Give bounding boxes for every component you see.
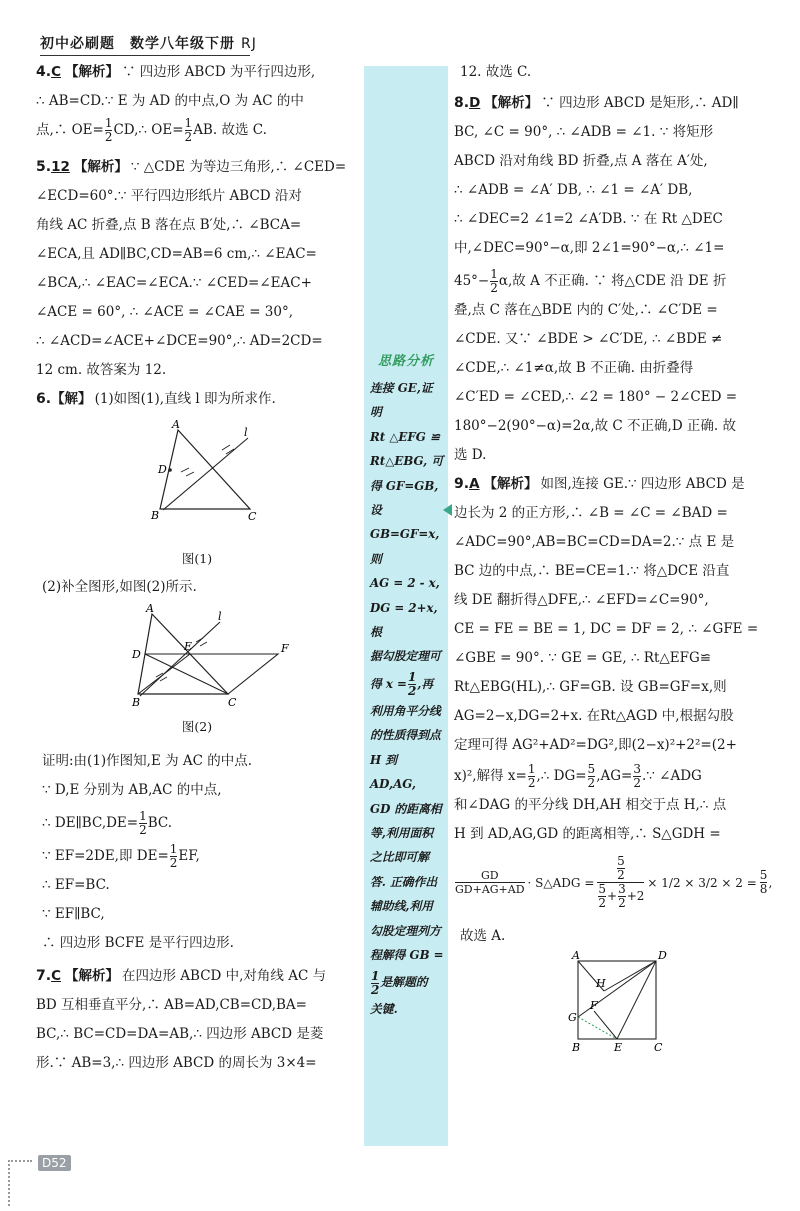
frac-num: 1	[527, 762, 536, 776]
q8-line12: 180°−2(90°−α)=2α,故 C 不正确,D 正确. 故	[454, 418, 737, 434]
sidebar-line: 得 GF=GB,设	[370, 478, 439, 518]
q7-line4: 形.∵ AB=3,∴ 四边形 ABCD 的周长为 3×4=	[36, 1055, 317, 1071]
sidebar-line: 答. 正确作出	[370, 874, 438, 889]
figure-2-svg	[36, 602, 358, 712]
q4-tag: 【解析】	[64, 64, 119, 80]
q8-line5: ∴ ∠DEC=2 ∠1=2 ∠A′DB. ∵ 在 Rt △DEC	[454, 211, 723, 227]
fig1-triangle	[160, 430, 250, 509]
q5-line6: ∠ACE = 60°, ∴ ∠ACE = ∠CAE = 30°,	[36, 304, 294, 320]
frac-den: 2	[371, 982, 380, 997]
fig1-line-l	[163, 438, 248, 510]
page-header	[40, 33, 257, 53]
figure-2-caption: 图(2)	[181, 719, 213, 734]
fig3-label-e: E	[614, 1041, 623, 1054]
frac-den: 2	[527, 776, 536, 790]
sidebar-pointer-icon	[443, 504, 452, 516]
fraction	[618, 883, 626, 910]
q5-line3: 角线 AC 折叠,点 B 落在点 B′处,∴ ∠BCA=	[36, 217, 302, 233]
p4b: EF,	[178, 848, 200, 864]
q4-l3c: AB. 故选 C.	[193, 122, 267, 138]
fig1-label-b: B	[151, 509, 160, 522]
fraction	[371, 970, 379, 997]
q7-line2: BD 互相垂直平分,∴ AB=AD,CB=CD,BA=	[36, 997, 307, 1013]
sidebar-title: 思路分析	[377, 354, 434, 369]
p3a: ∴ DE∥BC,DE=	[42, 815, 139, 831]
q4-text: ∵ 四边形 ABCD 为平行四边形,	[121, 64, 316, 80]
frac-den: 2	[104, 130, 113, 144]
fraction	[490, 268, 498, 295]
frac-num	[597, 855, 644, 882]
fraction	[455, 869, 525, 896]
sidebar-line: H 到 AD,AG,	[370, 752, 416, 792]
q8-line7	[454, 267, 786, 296]
q6-line1	[36, 385, 358, 414]
q8-line6: 中,∠DEC=90°−α,即 2∠1=90°−α,∴ ∠1=	[454, 240, 725, 256]
frac-num: 5	[587, 762, 596, 776]
fig2-label-b: B	[132, 696, 141, 709]
q5-text: ∵ △CDE 为等边三角形,∴ ∠CED=	[130, 159, 347, 175]
left-column	[36, 58, 358, 1078]
plus: +	[607, 889, 618, 903]
frac-den: 2	[587, 776, 596, 790]
q5-line2: ∠ECD=60°.∵ 平行四边形纸片 ABCD 沿对	[36, 188, 302, 204]
q7-answer: C	[51, 968, 61, 984]
fig1-label-d: D	[158, 463, 167, 476]
q4-number: 4.	[36, 64, 52, 80]
q9-line3: ∠ADC=90°,AB=BC=CD=DA=2.∵ 点 E 是	[454, 534, 735, 550]
fig3-label-h: H	[596, 977, 606, 990]
header-title: 初中必刷题 数学八年级下册	[40, 36, 235, 52]
q5-tag: 【解析】	[73, 159, 128, 175]
frac-den: 2	[184, 130, 193, 144]
header-rule	[40, 55, 250, 56]
fig3-label-c: C	[654, 1041, 663, 1054]
fig2-extension	[145, 654, 278, 694]
q9-line7: ∠GBE = 90°. ∵ GE = GE, ∴ Rt△EFG≌	[454, 650, 712, 666]
q9-line8: Rt△EBG(HL),∴ GF=GB. 设 GB=GF=x,则	[454, 679, 727, 695]
q9-line2: 边长为 2 的正方形,∴ ∠B = ∠C = ∠BAD =	[454, 505, 728, 521]
q4-line2: ∴ AB=CD.∵ E 为 AD 的中点,O 为 AC 的中	[36, 93, 304, 109]
q8-line13: 选 D.	[454, 447, 487, 463]
fraction	[633, 763, 641, 790]
fig3-label-a: A	[572, 951, 580, 962]
q5-line4: ∠ECA,且 AD∥BC,CD=AB=6 cm,∴ ∠EAC=	[36, 246, 317, 262]
fig1-label-c: C	[248, 510, 257, 523]
q5-number: 5.	[36, 159, 52, 175]
q4-line3	[36, 116, 358, 145]
figure-1-caption: 图(1)	[181, 551, 213, 566]
q9-l11a: x)²,解得 x=	[454, 768, 527, 784]
q4-line1	[36, 58, 358, 87]
sidebar-text	[370, 376, 444, 1022]
fig3-label-f: F	[590, 999, 598, 1012]
frac-num: 1	[407, 670, 417, 685]
q8-l7a: 45°−	[454, 273, 490, 289]
proof-line5: ∴ EF=BC.	[42, 877, 110, 893]
p3b: BC.	[147, 815, 173, 831]
fig1-arcs	[181, 445, 234, 476]
fig3-label-g: G	[568, 1011, 577, 1024]
sidebar-line-gb	[370, 967, 444, 997]
frac-num: 5	[759, 868, 768, 882]
frac-num: 1	[169, 842, 178, 856]
eq-text: · S△ADG =	[527, 875, 595, 890]
sidebar-line: DG = 2+x, 根	[370, 600, 438, 640]
proof-line1: 证明:由(1)作图知,E 为 AC 的中点.	[42, 753, 253, 769]
q9-number: 9.	[454, 476, 470, 492]
fig1-label-l: l	[244, 426, 248, 439]
sidebar-line: 据勾股定理可	[370, 649, 441, 664]
q9-tag: 【解析】	[483, 476, 538, 492]
figure-3-svg	[454, 951, 786, 1071]
sidebar-line: 程解得 GB =	[370, 947, 444, 962]
q9-line5: 线 DE 翻折得△DFE,∴ ∠EFD=∠C=90°,	[454, 592, 709, 608]
figure-1	[36, 414, 358, 544]
sidebar-line: 辅助线,利用	[370, 899, 434, 914]
header-edition: RJ	[241, 36, 257, 52]
comma: ,	[768, 875, 773, 890]
frac-num: 5	[617, 854, 625, 868]
proof-line7: ∴ 四边形 BCFE 是平行四边形.	[42, 935, 234, 951]
sidebar-line: Rt△EBG, 可	[370, 454, 444, 469]
q5-line8: 12 cm. 故答案为 12.	[36, 362, 167, 378]
sidebar-x-label: 得 x =	[370, 676, 407, 691]
q9-line11	[454, 762, 786, 791]
fraction	[170, 843, 178, 870]
q5-line5: ∠BCA,∴ ∠EAC=∠ECA.∵ ∠CED=∠EAC+	[36, 275, 312, 291]
frac-num: GD	[480, 869, 499, 882]
proof-line6: ∵ EF∥BC,	[42, 906, 105, 922]
q5-line7: ∴ ∠ACD=∠ACE+∠DCE=90°,∴ AD=2CD=	[36, 333, 323, 349]
fig2-label-e: E	[184, 640, 193, 653]
frac-den: 2	[617, 868, 625, 882]
fraction	[588, 763, 596, 790]
sidebar-line: GB=GF=x,则	[370, 527, 440, 566]
fraction	[105, 117, 113, 144]
frac-num: 1	[490, 267, 498, 281]
frac-den: GD+AG+AD	[455, 883, 525, 896]
fraction	[760, 869, 768, 896]
figure-1-svg	[36, 414, 358, 544]
sidebar-line: 勾股定理列方	[370, 923, 441, 938]
q7-line3: BC,∴ BC=CD=DA=AB,∴ 四边形 ABCD 是菱	[36, 1026, 324, 1042]
sidebar-line: 的性质得到点	[370, 728, 441, 743]
q8-line2: BC, ∠C = 90°, ∴ ∠ADB = ∠1. ∵ 将矩形	[454, 124, 714, 140]
fig1-point-d	[168, 468, 172, 472]
figure-3	[454, 951, 786, 1071]
q7-tag: 【解析】	[64, 968, 119, 984]
proof-line4	[36, 842, 358, 871]
fraction	[617, 855, 625, 882]
q8-answer: D	[469, 95, 481, 111]
frac-den: 2	[618, 896, 626, 910]
q5-answer: 12	[51, 159, 70, 175]
q9-line1	[454, 470, 786, 499]
q6-tag: 【解】	[51, 391, 92, 407]
q9-l11c: ,AG=	[596, 768, 633, 784]
q7-line1	[36, 962, 358, 991]
proof-line3	[36, 809, 358, 838]
fig3-ge	[578, 1017, 617, 1039]
q8-line9: ∠CDE. 又∵ ∠BDE > ∠C′DE, ∴ ∠BDE ≠	[454, 331, 723, 347]
frac-den: 2	[598, 896, 607, 910]
q8-line8: 叠,点 C 落在△BDE 内的 C′处,∴ ∠C′DE =	[454, 302, 718, 318]
fraction	[139, 810, 147, 837]
q4-l3b: CD,∴ OE=	[113, 122, 184, 138]
frac-num: 3	[633, 762, 641, 776]
q9-l11b: ,∴ DG=	[536, 768, 587, 784]
fig3-label-d: D	[658, 951, 667, 962]
frac-den	[597, 882, 644, 910]
fraction	[408, 671, 416, 698]
sidebar-line: 等,利用面积	[370, 825, 434, 840]
q8-line10: ∠CDE,∴ ∠1≠α,故 B 不正确. 由折叠得	[454, 360, 694, 376]
q9-line12: 和∠DAG 的平分线 DH,AH 相交于点 H,∴ 点	[454, 797, 727, 813]
frac-den: 2	[407, 684, 417, 699]
q9-answer: A	[469, 476, 480, 492]
proof-line2: ∵ D,E 分别为 AB,AC 的中点,	[42, 782, 222, 798]
corner-dots	[8, 1160, 32, 1206]
sidebar-line: 之比即可解	[370, 850, 429, 865]
figure-2	[36, 602, 358, 712]
q6-text: (1)如图(1),直线 l 即为所求作.	[94, 391, 276, 407]
sidebar-line: 连接 GE,证明	[370, 381, 433, 420]
fig2-be	[138, 654, 190, 694]
frac-den: 8	[759, 882, 768, 896]
frac-num: 1	[371, 968, 380, 983]
fraction	[185, 117, 193, 144]
q9-line6: CE = FE = BE = 1, DC = DF = 2, ∴ ∠GFE =	[454, 621, 759, 637]
q7-number: 7.	[36, 968, 52, 984]
fig1-label-a: A	[172, 418, 180, 431]
sidebar-line: GD 的距离相	[370, 801, 442, 816]
q8-line4: ∴ ∠ADB = ∠A′ DB, ∴ ∠1 = ∠A′ DB,	[454, 182, 693, 198]
frac-den: 2	[490, 281, 498, 295]
q7-text: 在四边形 ABCD 中,对角线 AC 与	[121, 968, 327, 984]
q8-l7b: α,故 A 不正确. ∵ 将△CDE 沿 DE 折	[498, 273, 727, 289]
frac-num: 1	[184, 116, 193, 130]
q8-line1	[454, 89, 786, 118]
fig2-label-d: D	[132, 648, 141, 661]
q7-continuation: 12. 故选 C.	[460, 64, 532, 80]
frac-den: 2	[633, 776, 641, 790]
q9-equation	[454, 855, 786, 910]
q8-text: ∵ 四边形 ABCD 是矩形,∴ AD∥	[541, 95, 739, 111]
sidebar-line: 利用角平分线	[370, 703, 441, 718]
frac-num: 5	[598, 882, 607, 896]
frac-num: 3	[618, 882, 626, 896]
fraction	[598, 883, 606, 910]
q4-answer: C	[51, 64, 61, 80]
q9-line9: AG=2−x,DG=2+x. 在Rt△AGD 中,根据勾股	[454, 708, 734, 724]
frac-num: 1	[139, 809, 147, 823]
q4-l3a: 点,∴ OE=	[36, 122, 104, 138]
fig2-label-f: F	[281, 642, 289, 655]
fraction	[528, 763, 536, 790]
q6-line2: (2)补全图形,如图(2)所示.	[42, 579, 197, 595]
plus-two: +2	[626, 889, 645, 903]
eq-text2: × 1/2 × 3/2 × 2 =	[647, 875, 757, 890]
q9-text: 如图,连接 GE.∵ 四边形 ABCD 是	[540, 476, 745, 492]
page-number: D52	[38, 1155, 71, 1171]
fig3-label-b: B	[572, 1041, 581, 1054]
sidebar-line: 关键.	[370, 1002, 398, 1017]
q8-number: 8.	[454, 95, 470, 111]
sidebar-x-suffix: ,再	[417, 676, 434, 691]
frac-den: 2	[169, 856, 178, 870]
q9-end: 故选 A.	[460, 928, 506, 944]
q8-line3: ABCD 沿对角线 BD 折叠,点 A 落在 A′处,	[454, 153, 708, 169]
q9-line4: BC 边的中点,∴ BE=CE=1.∵ 将△DCE 沿直	[454, 563, 730, 579]
sidebar-line-x	[370, 669, 444, 699]
q8-line11: ∠C′ED = ∠CED,∴ ∠2 = 180° − 2∠CED =	[454, 389, 738, 405]
big-fraction	[597, 855, 644, 910]
sidebar-gb-text: 是解题的	[380, 975, 428, 990]
right-column	[454, 58, 786, 1071]
fig2-label-l: l	[218, 610, 222, 623]
q5-line1	[36, 153, 358, 182]
q9-l11e: .∵ ∠ADG	[641, 768, 702, 784]
fig2-label-a: A	[146, 602, 154, 615]
fig3-fe	[594, 1011, 617, 1039]
sidebar-line: Rt △EFG ≌	[370, 429, 440, 444]
q8-tag: 【解析】	[484, 95, 539, 111]
p4a: ∵ EF=2DE,即 DE=	[42, 848, 169, 864]
sidebar-line: AG = 2 - x,	[370, 576, 440, 591]
frac-num: 1	[104, 116, 113, 130]
q6-number: 6.	[36, 391, 52, 407]
fig2-label-c: C	[228, 696, 237, 709]
q9-line13: H 到 AD,AG,GD 的距离相等,∴ S△GDH =	[454, 826, 721, 842]
frac-den: 2	[139, 823, 147, 837]
q9-line10: 定理可得 AG²+AD²=DG²,即(2−x)²+2²=(2+	[454, 737, 737, 753]
